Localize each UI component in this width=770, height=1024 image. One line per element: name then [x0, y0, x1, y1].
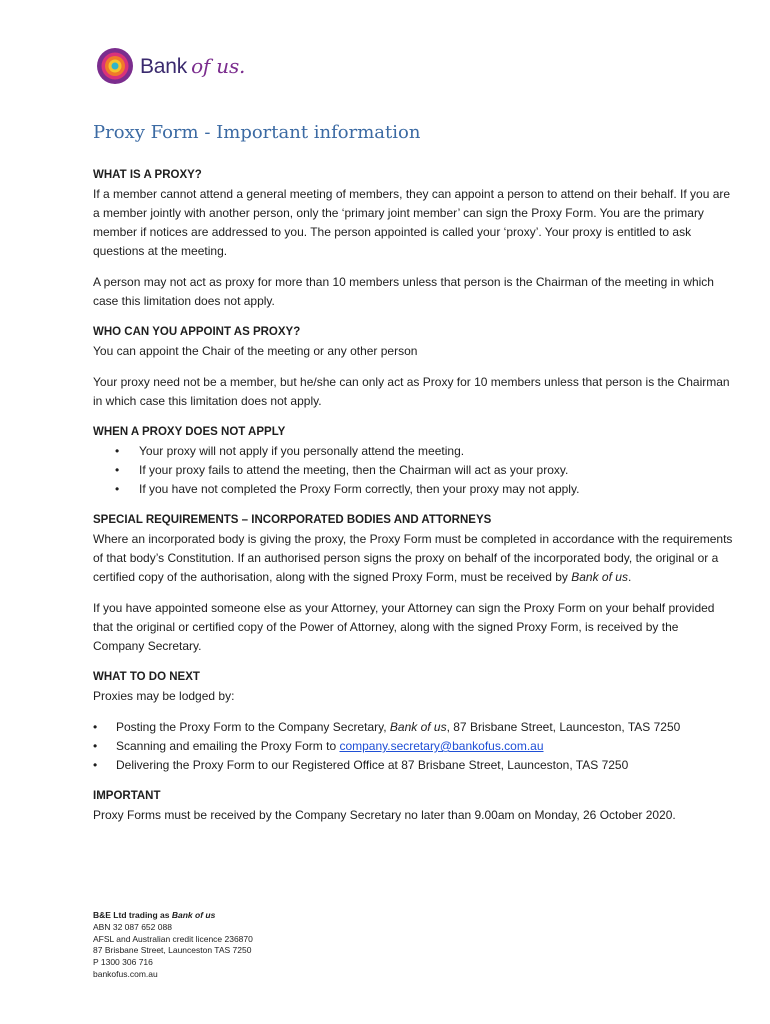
paragraph-end: . — [627, 570, 632, 584]
footer-brand-italic: Bank of us — [171, 910, 216, 920]
list-item-text: Posting the Proxy Form to the Company Secretary, — [116, 720, 390, 734]
footer-abn: ABN 32 087 652 088 — [93, 921, 172, 932]
bullet-glyph: • — [115, 482, 120, 496]
footer-trading-text: B&E Ltd trading as — [93, 910, 172, 920]
brand-name-italic: Bank of us — [571, 570, 628, 584]
paragraph-incorporated-bodies — [93, 530, 733, 587]
paragraph-proxy-member: Your proxy need not be a member, but he/she can only act as Proxy for 10 members unless that person is the Chairman in which case this limitation does not apply. — [93, 375, 730, 408]
list-item — [93, 480, 733, 499]
heading-what-to-do-next: WHAT TO DO NEXT — [93, 671, 200, 683]
page-title: Proxy Form - Important information — [93, 122, 421, 143]
paragraph-what-is-proxy: If a member cannot attend a general meeting of members, they can appoint a person to attend on their behalf. If you are a member jointly with another person, only the ‘primary joint member’ can sign the Proxy Form. You are the primary member if notices are addressed to you. The person appointed is called your ‘proxy’. Your proxy is entitled to ask questions at the meeting. — [93, 187, 731, 258]
brand-name-italic: Bank of us — [389, 720, 447, 734]
list-item — [93, 718, 733, 737]
list-item-text: , 87 Brisbane Street, Launceston, TAS 7250 — [446, 720, 681, 734]
bullet-glyph: • — [93, 758, 98, 772]
bullet-glyph: • — [93, 739, 98, 753]
company-secretary-email-link[interactable]: company.secretary@bankofus.com.au — [339, 739, 544, 753]
brand-wordmark — [140, 54, 245, 79]
list-item — [93, 737, 733, 756]
list-proxy-not-apply — [93, 442, 733, 499]
heading-proxy-not-apply: WHEN A PROXY DOES NOT APPLY — [93, 426, 286, 438]
footer-website: bankofus.com.au — [93, 968, 158, 979]
bank-of-us-swirl-icon — [96, 47, 134, 85]
bullet-glyph: • — [115, 444, 120, 458]
list-item — [93, 442, 733, 461]
footer-phone: P 1300 306 716 — [93, 957, 153, 968]
paragraph-appoint-chair: You can appoint the Chair of the meeting or any other person — [93, 344, 418, 358]
bullet-glyph: • — [115, 463, 120, 477]
heading-who-can-appoint: WHO CAN YOU APPOINT AS PROXY? — [93, 326, 301, 338]
list-item — [93, 756, 733, 775]
brand-logo — [96, 46, 245, 86]
heading-what-is-proxy: WHAT IS A PROXY? — [93, 169, 202, 181]
footer-trading-name — [93, 910, 253, 922]
heading-special-requirements: SPECIAL REQUIREMENTS – INCORPORATED BODIES AND ATTORNEYS — [93, 514, 492, 526]
document-body — [93, 166, 733, 825]
brand-word-bank: Bank — [140, 54, 188, 78]
list-item-text: Your proxy will not apply if you personally attend the meeting. — [139, 444, 465, 458]
list-item-text: Delivering the Proxy Form to our Registered Office at 87 Brisbane Street, Launceston, TAS 7250 — [116, 758, 629, 772]
list-item — [93, 461, 733, 480]
list-item-text: Scanning and emailing the Proxy Form to — [116, 739, 340, 753]
list-item-text: If your proxy fails to attend the meeting, then the Chairman will act as your proxy. — [139, 463, 569, 477]
list-lodge-methods — [93, 718, 733, 775]
list-item-text: If you have not completed the Proxy Form correctly, then your proxy may not apply. — [139, 482, 580, 496]
paragraph-text: Where an incorporated body is giving the proxy, the Proxy Form must be completed in accordance with the requirements of that body’s Constitution. If an authorised person signs the proxy on behalf of the incorporated body, the original or a certified copy of the authorisation, along with the signed Proxy Form, must be received by — [93, 532, 733, 584]
paragraph-lodged-by: Proxies may be lodged by: — [93, 689, 235, 703]
footer-company-details — [93, 910, 253, 981]
brand-word-of-us: of us. — [191, 53, 246, 78]
bullet-glyph: • — [93, 720, 98, 734]
paragraph-deadline: Proxy Forms must be received by the Company Secretary no later than 9.00am on Monday, 26 October 2020. — [93, 808, 676, 822]
footer-afsl: AFSL and Australian credit licence 236870 — [93, 933, 253, 944]
heading-important: IMPORTANT — [93, 790, 161, 802]
paragraph-proxy-limit: A person may not act as proxy for more than 10 members unless that person is the Chairman of the meeting in which case this limitation does not apply. — [93, 275, 714, 308]
footer-address: 87 Brisbane Street, Launceston TAS 7250 — [93, 945, 252, 956]
paragraph-attorney: If you have appointed someone else as your Attorney, your Attorney can sign the Proxy Form on your behalf provided that the original or certified copy of the Power of Attorney, along with the signed Proxy Form, is received by the Company Secretary. — [93, 601, 715, 653]
